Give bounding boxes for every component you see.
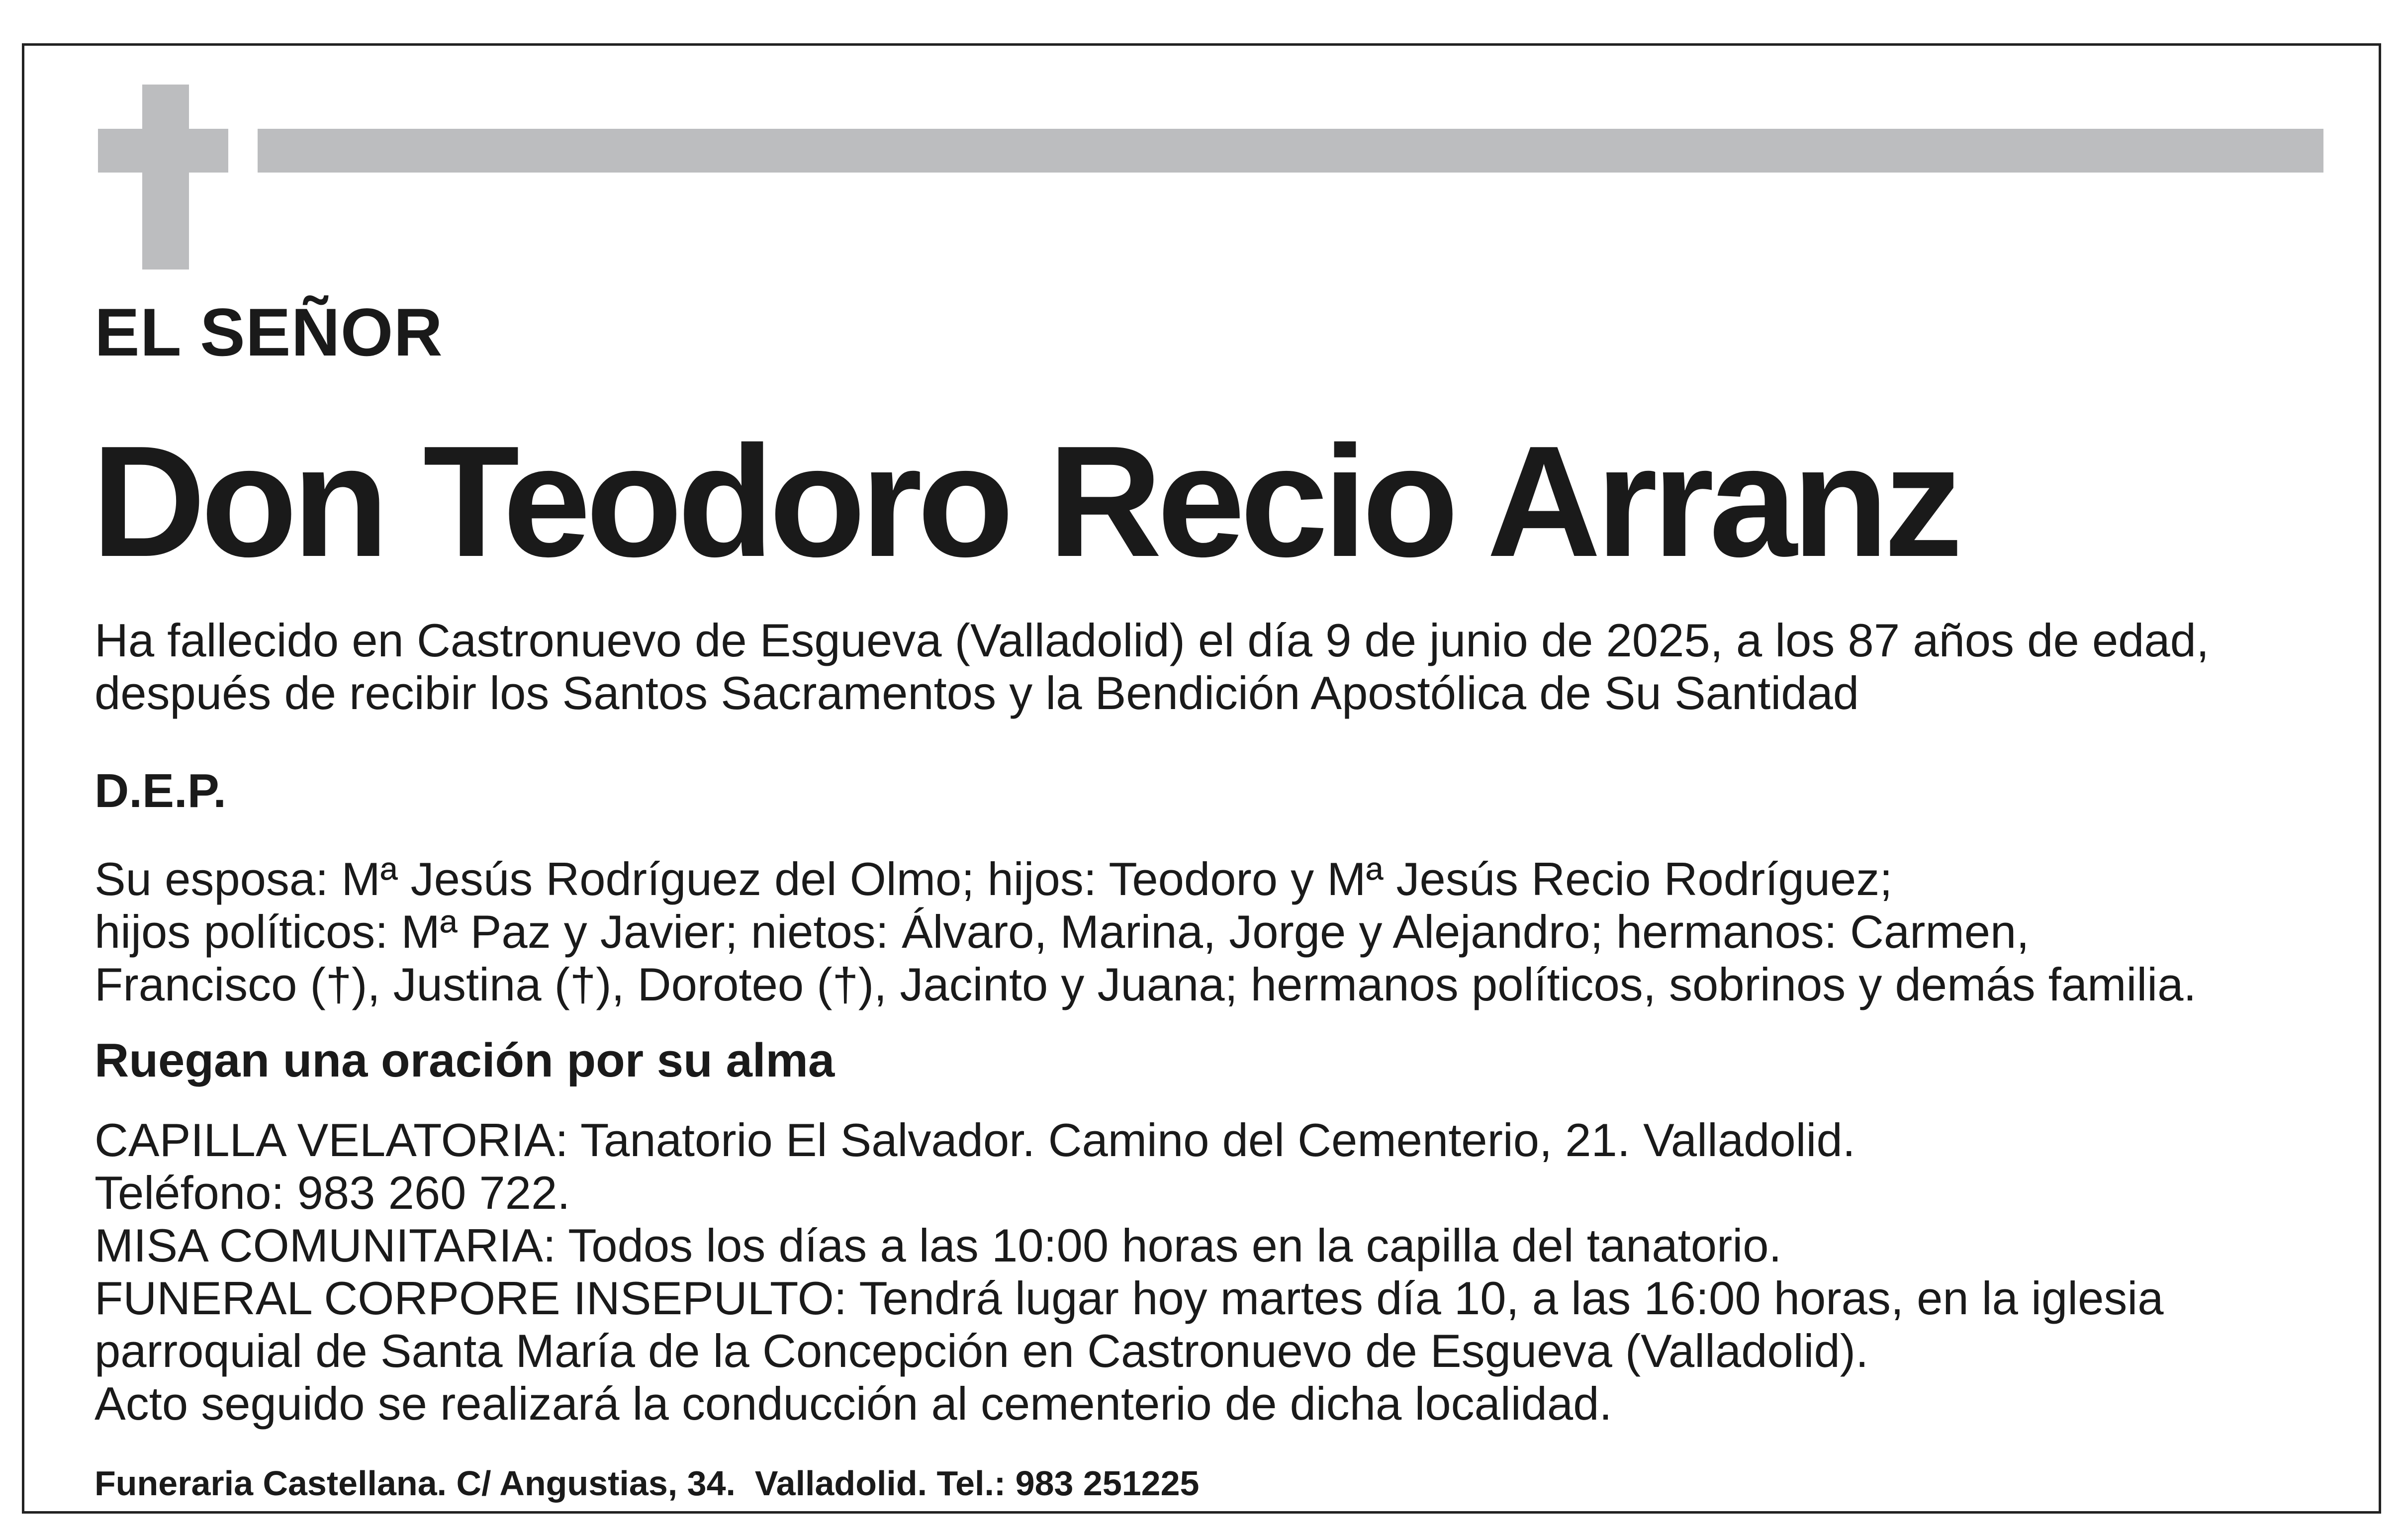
funeral-home-footer: Funeraria Castellana. C/ Angustias, 34. Valladolid. Tel.: 983 251225 — [94, 1464, 1200, 1503]
services-line: CAPILLA VELATORIA: Tanatorio El Salvador. Camino del Cementerio, 21. Valladolid. — [94, 1114, 1855, 1166]
services-line: parroquial de Santa María de la Concepción en Castronuevo de Esgueva (Valladolid). — [94, 1325, 1869, 1377]
death-notice-line: después de recibir los Santos Sacramentos y la Bendición Apostólica de Su Santidad — [94, 667, 1859, 719]
cross-icon-vertical-bar — [142, 85, 189, 270]
services-line: Acto seguido se realizará la conducción al cementerio de dicha localidad. — [94, 1377, 1612, 1430]
header-rule — [258, 129, 2323, 173]
cross-icon-horizontal-bar — [98, 129, 228, 173]
death-notice-line: Ha fallecido en Castronuevo de Esgueva (Valladolid) el día 9 de junio de 2025, a los 87 años de edad, — [94, 614, 2210, 666]
notice-heading: EL SEÑOR — [94, 294, 443, 370]
deceased-name: Don Teodoro Recio Arranz — [92, 413, 1958, 590]
services-line: Teléfono: 983 260 722. — [94, 1167, 570, 1219]
services-line: FUNERAL CORPORE INSEPULTO: Tendrá lugar hoy martes día 10, a las 16:00 horas, en la iglesia — [94, 1272, 2164, 1324]
services-line: MISA COMUNITARIA: Todos los días a las 10:00 horas en la capilla del tanatorio. — [94, 1219, 1782, 1271]
family-line: Francisco (†), Justina (†), Doroteo (†), Jacinto y Juana; hermanos políticos, sobrinos y demás familia. — [94, 958, 2197, 1010]
death-notice-paragraph — [94, 614, 2209, 720]
prayer-request: Ruegan una oración por su alma — [94, 1034, 835, 1087]
rip-text: D.E.P. — [94, 764, 227, 817]
services-paragraph — [94, 1114, 2164, 1430]
family-line: Su esposa: Mª Jesús Rodríguez del Olmo; hijos: Teodoro y Mª Jesús Recio Rodríguez; — [94, 853, 1893, 905]
family-paragraph — [94, 853, 2197, 1011]
family-line: hijos políticos: Mª Paz y Javier; nietos: Álvaro, Marina, Jorge y Alejandro; hermanos: Carmen, — [94, 905, 2030, 958]
